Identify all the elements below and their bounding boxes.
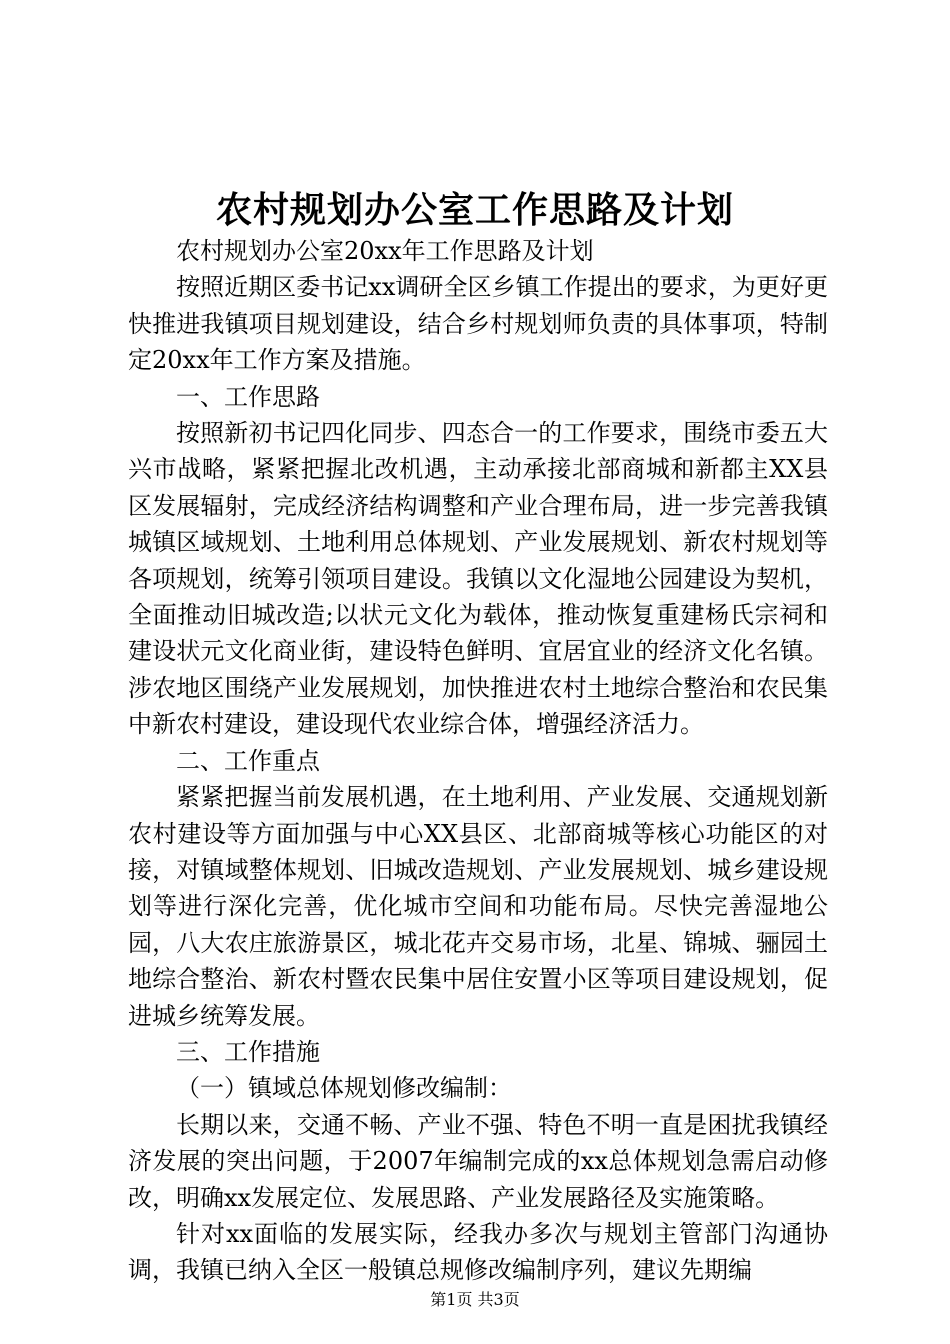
paragraph-subtitle: 农村规划办公室20xx年工作思路及计划: [176, 237, 594, 265]
paragraph-intro: 按照近期区委书记xx调研全区乡镇工作提出的要求，为更好更快推进我镇项目规划建设，结合乡村规划师负责的具体事项，特制定20xx年工作方案及措施。: [128, 273, 828, 375]
paragraph-ideas: 按照新初书记四化同步、四态合一的工作要求，围绕市委五大兴市战略，紧紧把握北改机遇，主动承接北部商城和新都主XX县区发展辐射，完成经济结构调整和产业合理布局，进一步完善我镇城镇区域规划、土地利用总体规划、产业发展规划、新农村规划等各项规划，统筹引领项目建设。我镇以文化湿地公园建设为契机，全面推动旧城改造;以状元文化为载体，推动恢复重建杨氏宗祠和建设状元文化商业街，建设特色鲜明、宜居宜业的经济文化名镇。涉农地区围绕产业发展规划，加快推进农村土地综合整治和农民集中新农村建设，建设现代农业综合体，增强经济活力。: [128, 419, 828, 739]
page-footer: 第1页 共3页: [430, 1290, 520, 1309]
section-heading-ideas: 一、工作思路: [176, 382, 320, 411]
document-body: [128, 233, 828, 1289]
paragraph-priorities: 紧紧把握当前发展机遇，在土地利用、产业发展、交通规划新农村建设等方面加强与中心XX县区、北部商城等核心功能区的对接，对镇域整体规划、旧城改造规划、产业发展规划、城乡建设规划等进行深化完善，优化城市空间和功能布局。尽快完善湿地公园，八大农庄旅游景区，城北花卉交易市场，北星、锦城、骊园土地综合整治、新农村暨农民集中居住安置小区等项目建设规划，促进城乡统筹发展。: [128, 783, 828, 1030]
section-heading-measures: 三、工作措施: [176, 1037, 320, 1066]
section-heading-priorities: 二、工作重点: [176, 746, 320, 775]
subsection-heading-master-plan: （一）镇域总体规划修改编制：: [176, 1074, 512, 1103]
paragraph-coordination: 针对xx面临的发展实际，经我办多次与规划主管部门沟通协调，我镇已纳入全区一般镇总规修改编制序列，建议先期编: [128, 1219, 828, 1285]
document-title: 农村规划办公室工作思路及计划: [215, 189, 734, 231]
paragraph-master-plan: 长期以来，交通不畅、产业不强、特色不明一直是困扰我镇经济发展的突出问题，于2007年编制完成的xx总体规划急需启动修改，明确xx发展定位、发展思路、产业发展路径及实施策略。: [128, 1110, 828, 1212]
